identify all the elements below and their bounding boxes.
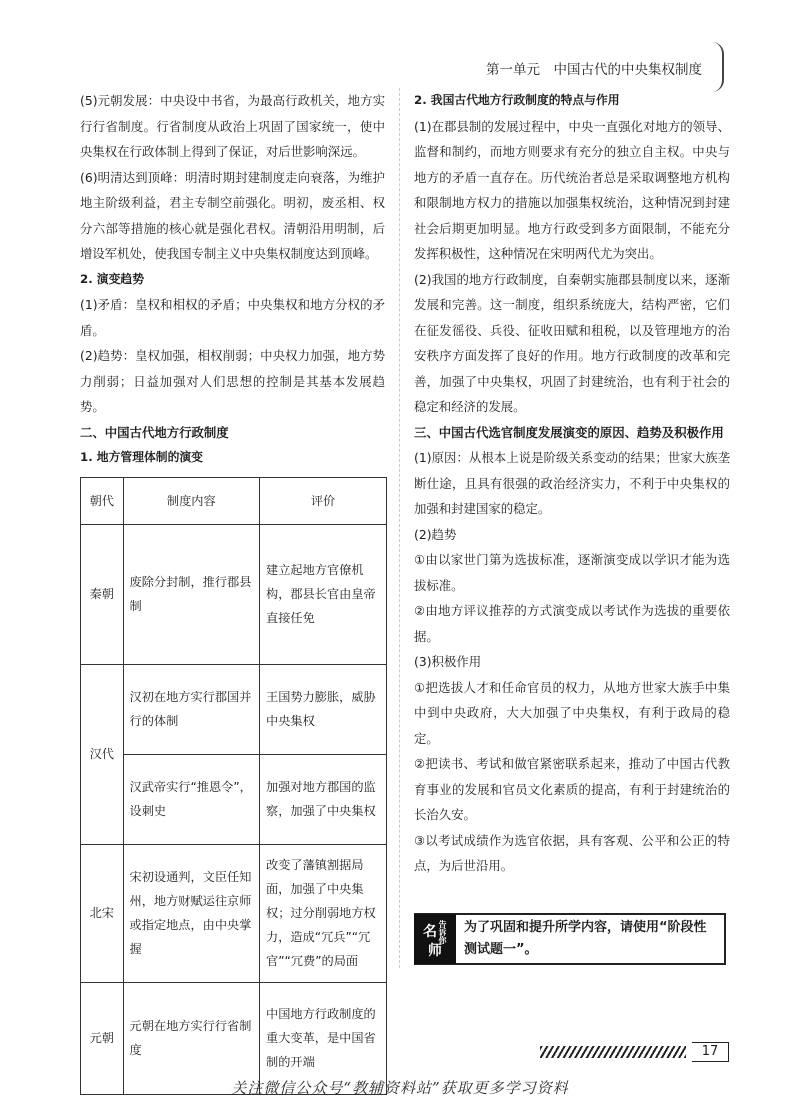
dynasty-cell: 元朝 [81, 982, 124, 1094]
paragraph: (2)我国的地方行政制度，自秦朝实施郡县制度以来，逐渐发展和完善。这一制度，组织系统庞大，结构严密，它们在征发徭役、兵役、征收田赋和租税，以及管理地方的治安秩序方面发挥了良好的作用。地方行政制度的改革和完善，加强了中央集权，巩固了封建统治，也有利于社会的稳定和经济的发展。 [414, 271, 730, 414]
paragraph: ①把选拔人才和任命官员的权力，从地方世家大族手中集中到中央政府，大大加强了中央集权，有利于政局的稳定。 [414, 679, 730, 746]
footer-note: 关注微信公众号“教辅资料站”获取更多学习资料 [231, 1079, 569, 1097]
table-row [81, 844, 387, 982]
system-cell: 汉武帝实行“推恩令”，设刺史 [123, 754, 260, 844]
column-divider [399, 88, 400, 968]
subheading-features: 2. 我国古代地方行政制度的特点与作用 [414, 93, 620, 107]
evaluation-cell: 加强对地方郡国的监察，加强了中央集权 [260, 754, 387, 844]
table-row [81, 754, 387, 844]
badge-small-text: 告诉你 [438, 920, 447, 944]
paragraph: (5)元朝发展：中央设中书省，为最高行政机关，地方实行行省制度。行省制度从政治上巩固了国家统一，使中央集权在行政体制上得到了保证，对后世影响深远。 [80, 93, 385, 159]
section-heading-3: 三、中国古代选官制度发展演变的原因、趋势及积极作用 [414, 424, 724, 440]
evaluation-cell: 建立起地方官僚机构，郡县长官由皇帝直接任免 [260, 524, 387, 664]
left-column [80, 88, 385, 1095]
paragraph: (1)原因：从根本上说是阶级关系变动的结果；世家大族垄断仕途，且具有很强的政治经济实力，不利于中央集权的加强和封建国家的稳定。 [414, 450, 730, 516]
dynasty-cell: 北宋 [81, 844, 124, 982]
paragraph: (3)积极作用 [414, 654, 482, 669]
system-cell: 废除分封制，推行郡县制 [123, 524, 260, 664]
teacher-tip-box [414, 913, 726, 965]
paragraph: (2)趋势：皇权加强，相权削弱；中央权力加强，地方势力削弱；日益加强对人们思想的控制是其基本发展趋势。 [80, 348, 385, 414]
subheading-trend: 2. 演变趋势 [80, 271, 144, 286]
teacher-tip-badge [414, 914, 456, 964]
paragraph: ③以考试成绩作为选官依据，具有客观、公平和公正的特点，为后世沿用。 [414, 832, 730, 873]
teacher-tip-text: 为了巩固和提升所学内容，请使用“阶段性测试题一”。 [464, 920, 707, 957]
evaluation-cell: 中国地方行政制度的重大变革，是中国省制的开端 [260, 982, 387, 1094]
badge-char: 名 [423, 924, 437, 940]
table-header-row [81, 477, 387, 524]
paragraph: ①由以家世门第为选拔标准，逐渐演变成以学识才能为选拔标准。 [414, 552, 730, 593]
page-number-bar [540, 1042, 730, 1062]
evaluation-cell: 王国势力膨胀，威胁中央集权 [260, 664, 387, 754]
section-heading-2: 二、中国古代地方行政制度 [80, 424, 229, 440]
system-cell: 汉初在地方实行郡国并行的体制 [123, 664, 260, 754]
system-cell: 元朝在地方实行行省制度 [123, 982, 260, 1094]
table-row [81, 524, 387, 664]
system-cell: 宋初设通判，文臣任知州，地方财赋运往京师或指定地点，由中央掌握 [123, 844, 260, 982]
paragraph: (1)在郡县制的发展过程中，中央一直强化对地方的领导、监督和制约，而地方则要求有充分的独立自主权。中央与地方的矛盾一直存在。历代统治者总是采取调整地方机构和限制地方权力的措施以加强集权统治，这种情况到封建社会后期更加明显。地方行政受到多方面限制，不能充分发挥积极性，这种情况在宋明两代尤为突出。 [414, 118, 730, 261]
dynasty-cell: 秦朝 [81, 524, 124, 664]
table-row [81, 664, 387, 754]
header-bracket-decoration [712, 42, 724, 92]
subheading-local-admin: 1. 地方管理体制的演变 [80, 450, 203, 464]
table-header-cell: 制度内容 [123, 477, 260, 524]
right-column [414, 88, 730, 879]
page-bar-hatch-decoration [540, 1046, 686, 1058]
page-number: 17 [692, 1042, 729, 1062]
local-admin-table [80, 477, 387, 1095]
running-header [486, 58, 726, 82]
header-title: 第一单元 中国古代的中央集权制度 [486, 62, 702, 78]
paragraph: ②把读书、考试和做官紧密联系起来，推动了中国古代教育事业的发展和官员文化素质的提高，有利于封建统治的长治久安。 [414, 756, 730, 822]
table-header-cell: 评价 [260, 477, 387, 524]
paragraph: (1)矛盾：皇权和相权的矛盾；中央集权和地方分权的矛盾。 [80, 297, 385, 338]
table-header-cell: 朝代 [81, 477, 124, 524]
paragraph: ②由地方评议推荐的方式演变成以考试作为选拔的重要依据。 [414, 603, 730, 644]
paragraph: (2)趋势 [414, 526, 457, 542]
evaluation-cell: 改变了藩镇割据局面，加强了中央集权；过分削弱地方权力，造成“冗兵”“冗官”“冗费”的局面 [260, 844, 387, 982]
paragraph: (6)明清达到顶峰：明清时期封建制度走向衰落，为维护地主阶级利益，君主专制空前强化。明初，废丞相、权分六部等措施的核心就是强化君权。清朝沿用明制，后增设军机处，使我国专制主义中央集权制度达到顶峰。 [80, 169, 385, 261]
badge-char: 师 [428, 943, 442, 959]
dynasty-cell: 汉代 [81, 664, 124, 844]
